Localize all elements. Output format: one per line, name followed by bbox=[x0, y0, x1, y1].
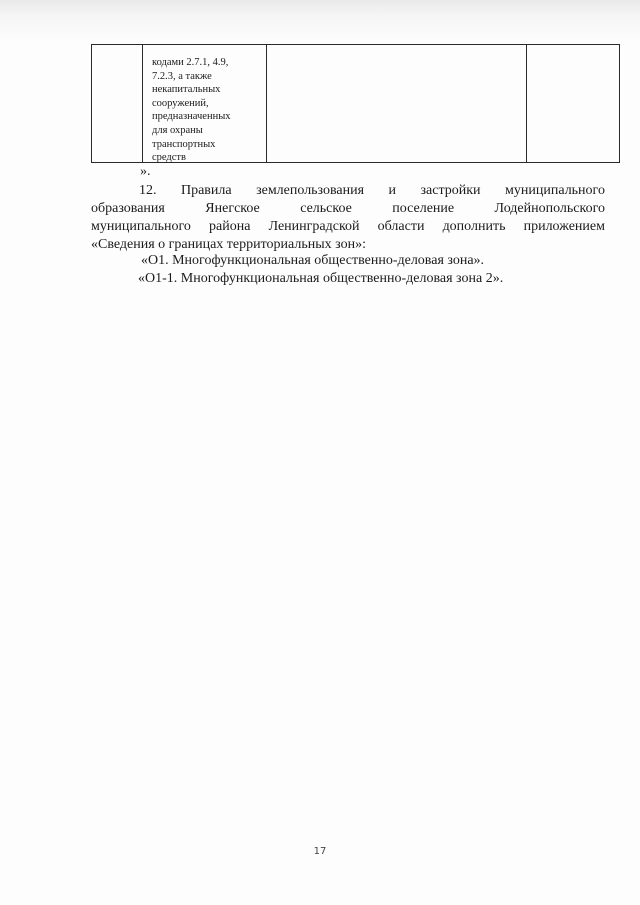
table-column-divider bbox=[526, 45, 527, 162]
cell-line: кодами 2.7.1, 4.9, bbox=[152, 57, 229, 68]
word: Лодейнопольского bbox=[494, 201, 605, 216]
word: землепользования bbox=[256, 183, 365, 198]
cell-line: для охраны bbox=[152, 124, 203, 136]
word: поселение bbox=[392, 201, 455, 216]
word: Янегское bbox=[205, 201, 260, 216]
word: Ленинградской bbox=[268, 219, 360, 234]
paragraph-line bbox=[91, 218, 605, 236]
cell-line: предназначенных bbox=[152, 111, 231, 123]
page-number: 17 bbox=[313, 846, 327, 857]
continued-table bbox=[91, 44, 620, 163]
paragraph-line bbox=[91, 182, 605, 200]
cell-line: 7.2.3, а также bbox=[152, 70, 212, 82]
word: образования bbox=[91, 201, 165, 216]
zone-item: «О1. Многофункциональная общественно-деловая зона». bbox=[141, 253, 485, 268]
paragraph-line bbox=[91, 200, 605, 218]
table-cell-description bbox=[152, 56, 270, 165]
cell-line: транспортных bbox=[152, 138, 216, 150]
word: сельское bbox=[300, 201, 352, 216]
closing-quote: ». bbox=[140, 164, 151, 179]
cell-line: средств bbox=[152, 152, 186, 164]
word: и bbox=[388, 183, 397, 198]
word: района bbox=[209, 219, 251, 234]
word: застройки bbox=[420, 183, 481, 198]
table-column-divider bbox=[142, 45, 143, 162]
word: «Сведения о границах территориальных зон»: bbox=[91, 237, 366, 252]
scan-shadow bbox=[0, 0, 640, 40]
paragraph-12 bbox=[91, 182, 605, 254]
word: приложением bbox=[523, 219, 605, 234]
cell-line: сооружений, bbox=[152, 97, 209, 109]
word: муниципального bbox=[505, 183, 605, 198]
zone-item: «О1-1. Многофункциональная общественно-деловая зона 2». bbox=[138, 271, 504, 286]
word: дополнить bbox=[442, 219, 506, 234]
cell-line: некапитальных bbox=[152, 84, 221, 96]
word: Правила bbox=[180, 183, 232, 198]
word: 12. bbox=[139, 183, 157, 198]
word: области bbox=[377, 219, 425, 234]
word: муниципального bbox=[91, 219, 191, 234]
